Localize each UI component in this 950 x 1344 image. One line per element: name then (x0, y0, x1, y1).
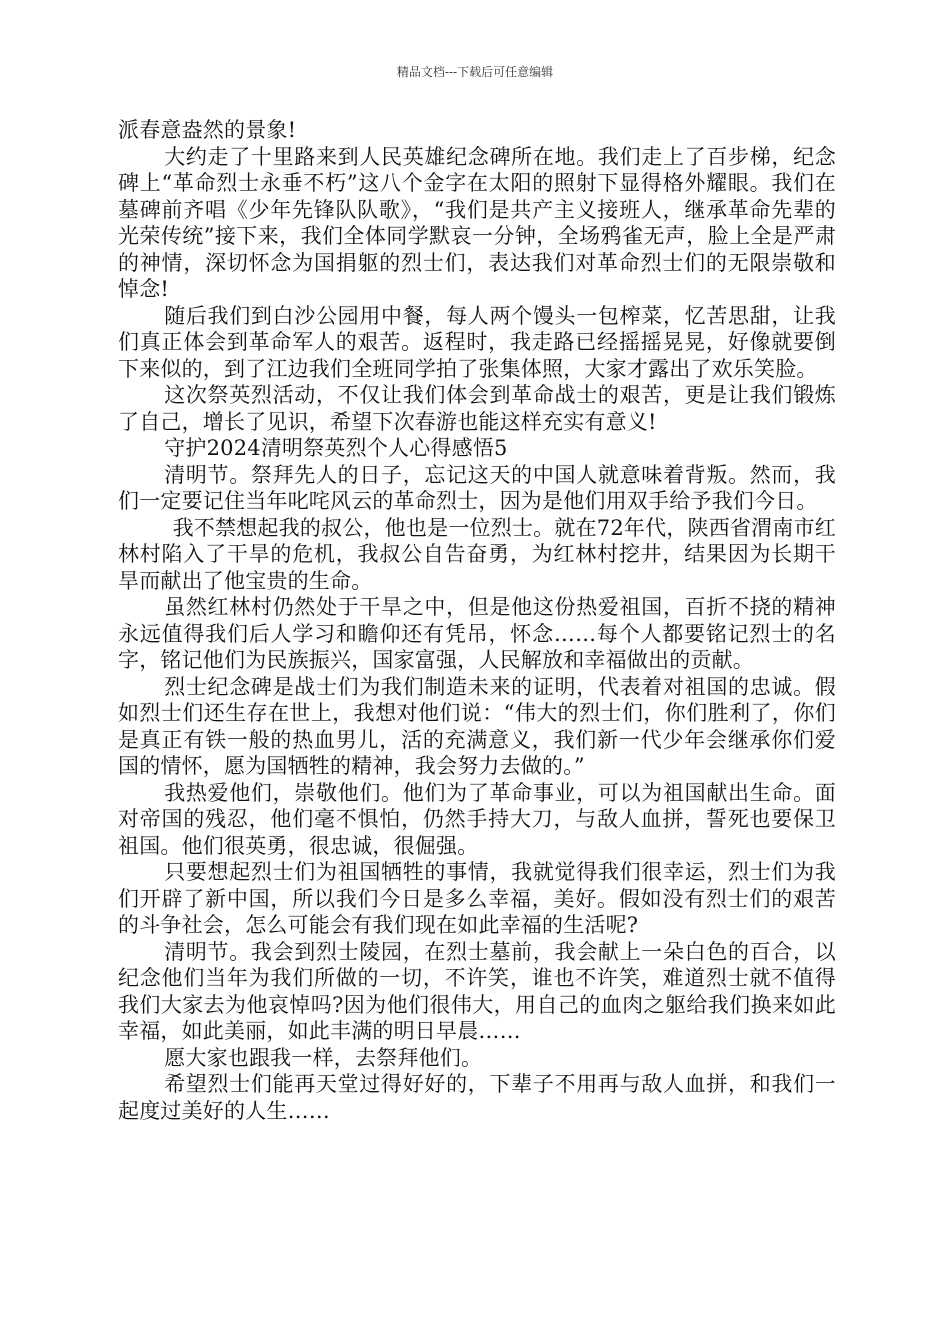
paragraph-lily: 清明节。我会到烈士陵园，在烈士墓前，我会献上一朵白色的百合，以纪念他们当年为我们所做的一切，不许笑，谁也不许笑，难道烈士就不值得我们大家去为他哀悼吗?因为他们很伟大，用自己的血肉之躯给我们换来如此幸福，如此美丽，如此丰满的明日早晨…… (118, 939, 836, 1043)
paragraph-qingming: 清明节。祭拜先人的日子，忘记这天的中国人就意味着背叛。然而，我们一定要记住当年叱咤风云的革命烈士，因为是他们用双手给予我们今日。 (118, 462, 836, 513)
paragraph-lunch: 随后我们到白沙公园用中餐，每人两个馒头一包榨菜，忆苦思甜，让我们真正体会到革命军人的艰苦。返程时，我走路已经摇摇晃晃，好像就要倒下来似的，到了江边我们全班同学拍了张集体照，大家才露出了欢乐笑脸。 (118, 303, 836, 381)
paragraph-monument: 大约走了十里路来到人民英雄纪念碑所在地。我们走上了百步梯，纪念碑上“革命烈士永垂不朽”这八个金字在太阳的照射下显得格外耀眼。我们在墓碑前齐唱《少年先锋队队歌》，“我们是共产主义接班人，继承革命先辈的光荣传统”接下来，我们全体同学默哀一分钟，全场鸦雀无声，脸上全是严肃的神情，深切怀念为国捐躯的烈士们，表达我们对革命烈士们的无限崇敬和悼念! (118, 144, 836, 301)
paragraph-love: 我热爱他们，崇敬他们。他们为了革命事业，可以为祖国献出生命。面对帝国的残忍，他们毫不惧怕，仍然手持大刀，与敌人血拼，誓死也要保卫祖国。他们很英勇，很忠诚，很倔强。 (118, 780, 836, 858)
paragraph-spirit: 虽然红林村仍然处于干旱之中，但是他这份热爱祖国，百折不挠的精神永远值得我们后人学习和瞻仰还有凭吊，怀念……每个人都要铭记烈士的名字，铭记他们为民族振兴，国家富强，人民解放和幸福做出的贡献。 (118, 595, 836, 672)
paragraph-memorial: 烈士纪念碑是战士们为我们制造未来的证明，代表着对祖国的忠诚。假如烈士们还生存在世上，我想对他们说：“伟大的烈士们，你们胜利了，你们是真正有铁一般的热血男儿，活的充满意义，我们新一代少年会继承你们爱国的情怀，愿为国牺牲的精神，我会努力去做的。” (118, 674, 836, 778)
paragraph-fortune: 只要想起烈士们为祖国牺牲的事情，我就觉得我们很幸运，烈士们为我们开辟了新中国，所以我们今日是多么幸福，美好。假如没有烈士们的艰苦的斗争社会，怎么可能会有我们现在如此幸福的生活呢? (118, 860, 836, 937)
section-heading: 守护2024清明祭英烈个人心得感悟5 (164, 436, 508, 460)
paragraph-continuation: 派春意盎然的景象! (118, 118, 297, 142)
paragraph-wish: 愿大家也跟我一样，去祭拜他们。 (164, 1045, 483, 1070)
paragraph-conclusion: 这次祭英烈活动，不仅让我们体会到革命战士的艰苦，更是让我们锻炼了自己，增长了见识，希望下次春游也能这样充实有意义! (118, 383, 836, 434)
paragraph-uncle: 我不禁想起我的叔公，他也是一位烈士。就在72年代，陕西省渭南市红林村陷入了干旱的危机，我叔公自告奋勇，为红林村挖井，结果因为长期干旱而献出了他宝贵的生命。 (118, 515, 836, 593)
paragraph-heaven: 希望烈士们能再天堂过得好好的，下辈子不用再与敌人血拼，和我们一起度过美好的人生…… (118, 1072, 836, 1123)
document-body (118, 117, 836, 1124)
page-header: 精品文档---下载后可任意编辑 (396, 65, 554, 79)
